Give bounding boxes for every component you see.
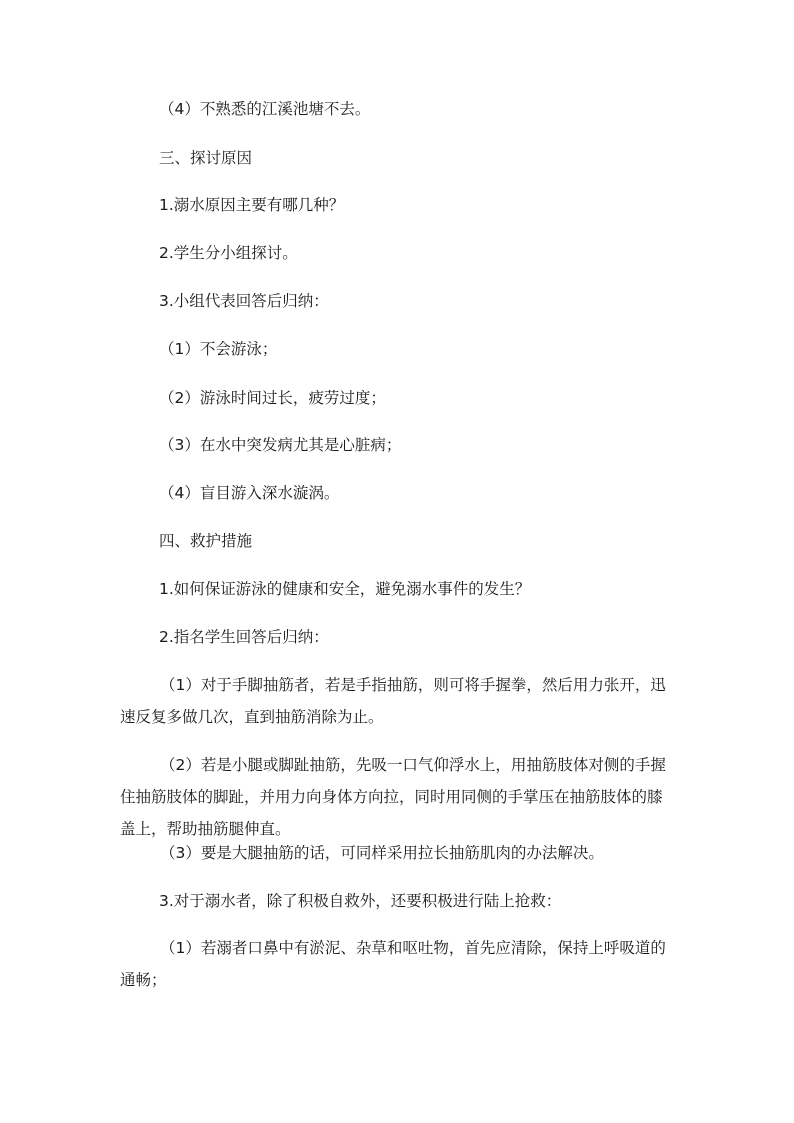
paragraph-cramp-hand: （1）对于手脚抽筋者，若是手指抽筋，则可将手握拳，然后用力张开，迅速反复多做几次，直到抽筋消除为止。 — [120, 676, 666, 726]
paragraph-answer-intro: 2.指名学生回答后归纳： — [159, 628, 329, 646]
paragraph-item-4-ponds: （4）不熟悉的江溪池塘不去。 — [159, 100, 371, 118]
paragraph-clear-airway: （1）若溺者口鼻中有淤泥、杂草和呕吐物，首先应清除，保持上呼吸道的通畅； — [120, 939, 666, 989]
paragraph-group-discussion: 2.学生分小组探讨。 — [159, 244, 298, 262]
paragraph-cause-2: （2）游泳时间过长，疲劳过度； — [159, 389, 386, 407]
paragraph-question-safety: 1.如何保证游泳的健康和安全，避免溺水事件的发生？ — [159, 580, 531, 598]
section-heading-causes: 三、探讨原因 — [159, 149, 253, 167]
paragraph-land-rescue-intro: 3.对于溺水者，除了积极自救外，还要积极进行陆上抢救： — [159, 892, 562, 910]
paragraph-cause-3: （3）在水中突发病尤其是心脏病； — [159, 436, 402, 454]
paragraph-cause-4: （4）盲目游入深水漩涡。 — [159, 484, 340, 502]
paragraph-cause-1: （1）不会游泳； — [159, 340, 278, 358]
paragraph-question-causes: 1.溺水原因主要有哪几种？ — [159, 196, 345, 214]
paragraph-summary-intro: 3.小组代表回答后归纳： — [159, 292, 329, 310]
paragraph-cramp-leg: （2）若是小腿或脚趾抽筋，先吸一口气仰浮水上，用抽筋肢体对侧的手握住抽筋肢体的脚趾，并用力向身体方向拉，同时用同侧的手掌压在抽筋肢体的膝盖上，帮助抽筋腿伸直。 — [120, 756, 666, 838]
paragraph-cramp-thigh: （3）要是大腿抽筋的话，可同样采用拉长抽筋肌肉的办法解决。 — [160, 844, 604, 862]
section-heading-rescue: 四、救护措施 — [159, 532, 253, 550]
